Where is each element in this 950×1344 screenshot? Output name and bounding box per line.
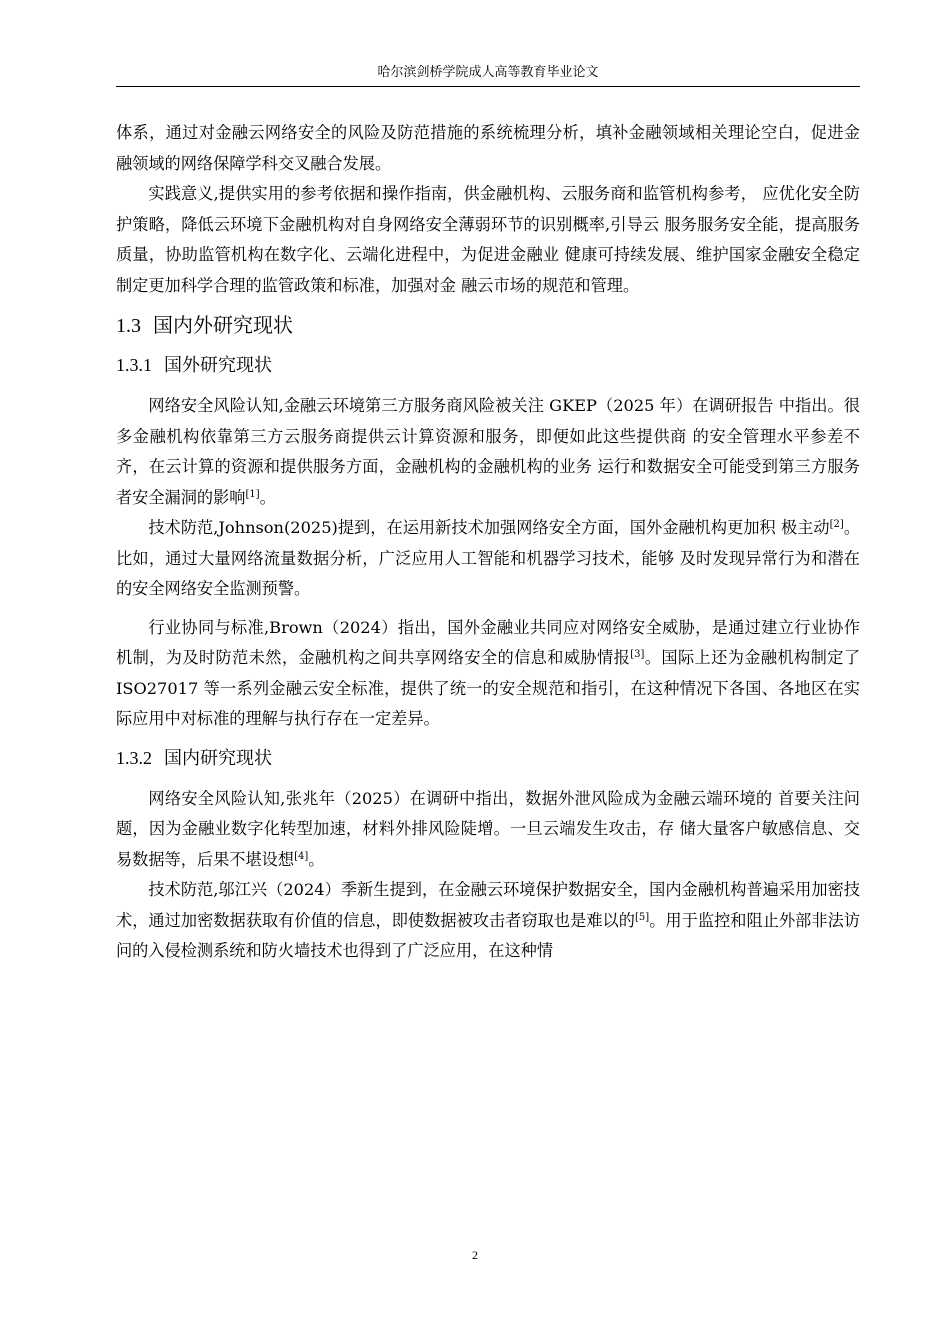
running-header: 哈尔滨剑桥学院成人高等教育毕业论文 — [377, 65, 599, 80]
paragraph-end: 。用于监控和阻止外部非法访问的入侵检测系统和防火墙技术也得到了广泛应用，在这种情 — [116, 910, 861, 960]
section-heading-1-3-2 — [116, 745, 860, 772]
section-number: 1.3 — [116, 315, 141, 337]
paragraph-text: 技术防范,Johnson(2025)提到，在运用新技术加强网络安全方面，国外金融机构更加积 极主动 — [148, 518, 830, 537]
paragraph-text: 技术防范,邬江兴（2024）季新生提到，在金融云环境保护数据安全，国内金融机构普遍采用加密技术，通过加密数据获取有价值的信息，即使数据被攻击者窃取也是难以的 — [116, 880, 860, 930]
paragraph-domestic-risk — [116, 784, 860, 876]
section-number: 1.3.1 — [116, 355, 152, 375]
page-body — [116, 118, 860, 967]
citation-ref[interactable]: [1] — [245, 488, 260, 500]
section-title: 国内研究现状 — [164, 747, 272, 769]
citation-ref[interactable]: [3] — [630, 649, 645, 660]
paragraph-continuation: 体系，通过对金融云网络安全的风险及防范措施的系统梳理分析，填补金融领域相关理论空白，促进金融领域的网络保障学科交叉融合发展。 — [116, 123, 860, 173]
section-title: 国外研究现状 — [164, 355, 272, 376]
paragraph-foreign-standards — [116, 613, 860, 735]
page-number: 2 — [472, 1248, 478, 1262]
paragraph-domestic-tech — [116, 875, 860, 967]
header-rule — [116, 86, 860, 87]
paragraph-foreign-tech — [116, 513, 860, 605]
paragraph-end: 。 — [308, 849, 325, 869]
section-heading-1-3 — [116, 311, 860, 340]
paragraph-text: 网络安全风险认知,张兆年（2025）在调研中指出，数据外泄风险成为金融云端环境的 首要关注问题，因为金融业数字化转型加速，材料外排风险陡增。一旦云端发生攻击，存 储大量客户敏感信息、交易数据等，后果不堪设想 — [116, 788, 860, 869]
paragraph-text: 网络安全风险认知,金融云环境第三方服务商风险被关注 GKEP（2025 年）在调研报告 中指出。很多金融机构依靠第三方云服务商提供云计算资源和服务，即便如此这些提供商 的安全管理水平参差不齐，在云计算的资源和提供服务方面，金融机构的金融机构的业务 运行和数据安全可能受到第三方服务者安全漏洞的影响 — [116, 396, 860, 507]
paragraph-text: 行业协同与标准,Brown（2024）指出，国外金融业共同应对网络安全威胁，是通过建立行业协作机制，为及时防范未然，金融机构之间共享网络安全的信息和威胁情报 — [116, 617, 860, 667]
section-number: 1.3.2 — [116, 747, 152, 768]
citation-ref[interactable]: [5] — [635, 911, 650, 923]
paragraph-end: 。比如，通过大量网络流量数据分析，广泛应用人工智能和机器学习技术，能够 及时发现异常行为和潜在的安全网络安全监测预警。 — [116, 518, 861, 598]
paragraph-end: 。国际上还为金融机构制定了 ISO27017 等一系列金融云安全标准，提供了统一的安全规范和指引，在这种情况下各国、各地区在实际应用中对标准的理解与执行存在一定差异。 — [116, 648, 861, 728]
citation-ref[interactable]: [4] — [294, 850, 309, 862]
section-title: 国内外研究现状 — [153, 313, 293, 337]
section-heading-1-3-1 — [116, 352, 860, 379]
citation-ref[interactable]: [2] — [829, 519, 844, 530]
paragraph-practical-significance: 实践意义,提供实用的参考依据和操作指南，供金融机构、云服务商和监管机构参考， 应优化安全防护策略，降低云环境下金融机构对自身网络安全薄弱环节的识别概率,引导云 服务服务安全能，提高服务质量，协助监管机构在数字化、云端化进程中，为促进金融业 健康可持续发展、维护国家金融安全稳定制定更加科学合理的监管政策和标准，加强对金 融云市场的规范和管理。 — [116, 184, 860, 295]
paragraph-foreign-risk — [116, 391, 860, 513]
paragraph-end: 。 — [259, 487, 276, 507]
